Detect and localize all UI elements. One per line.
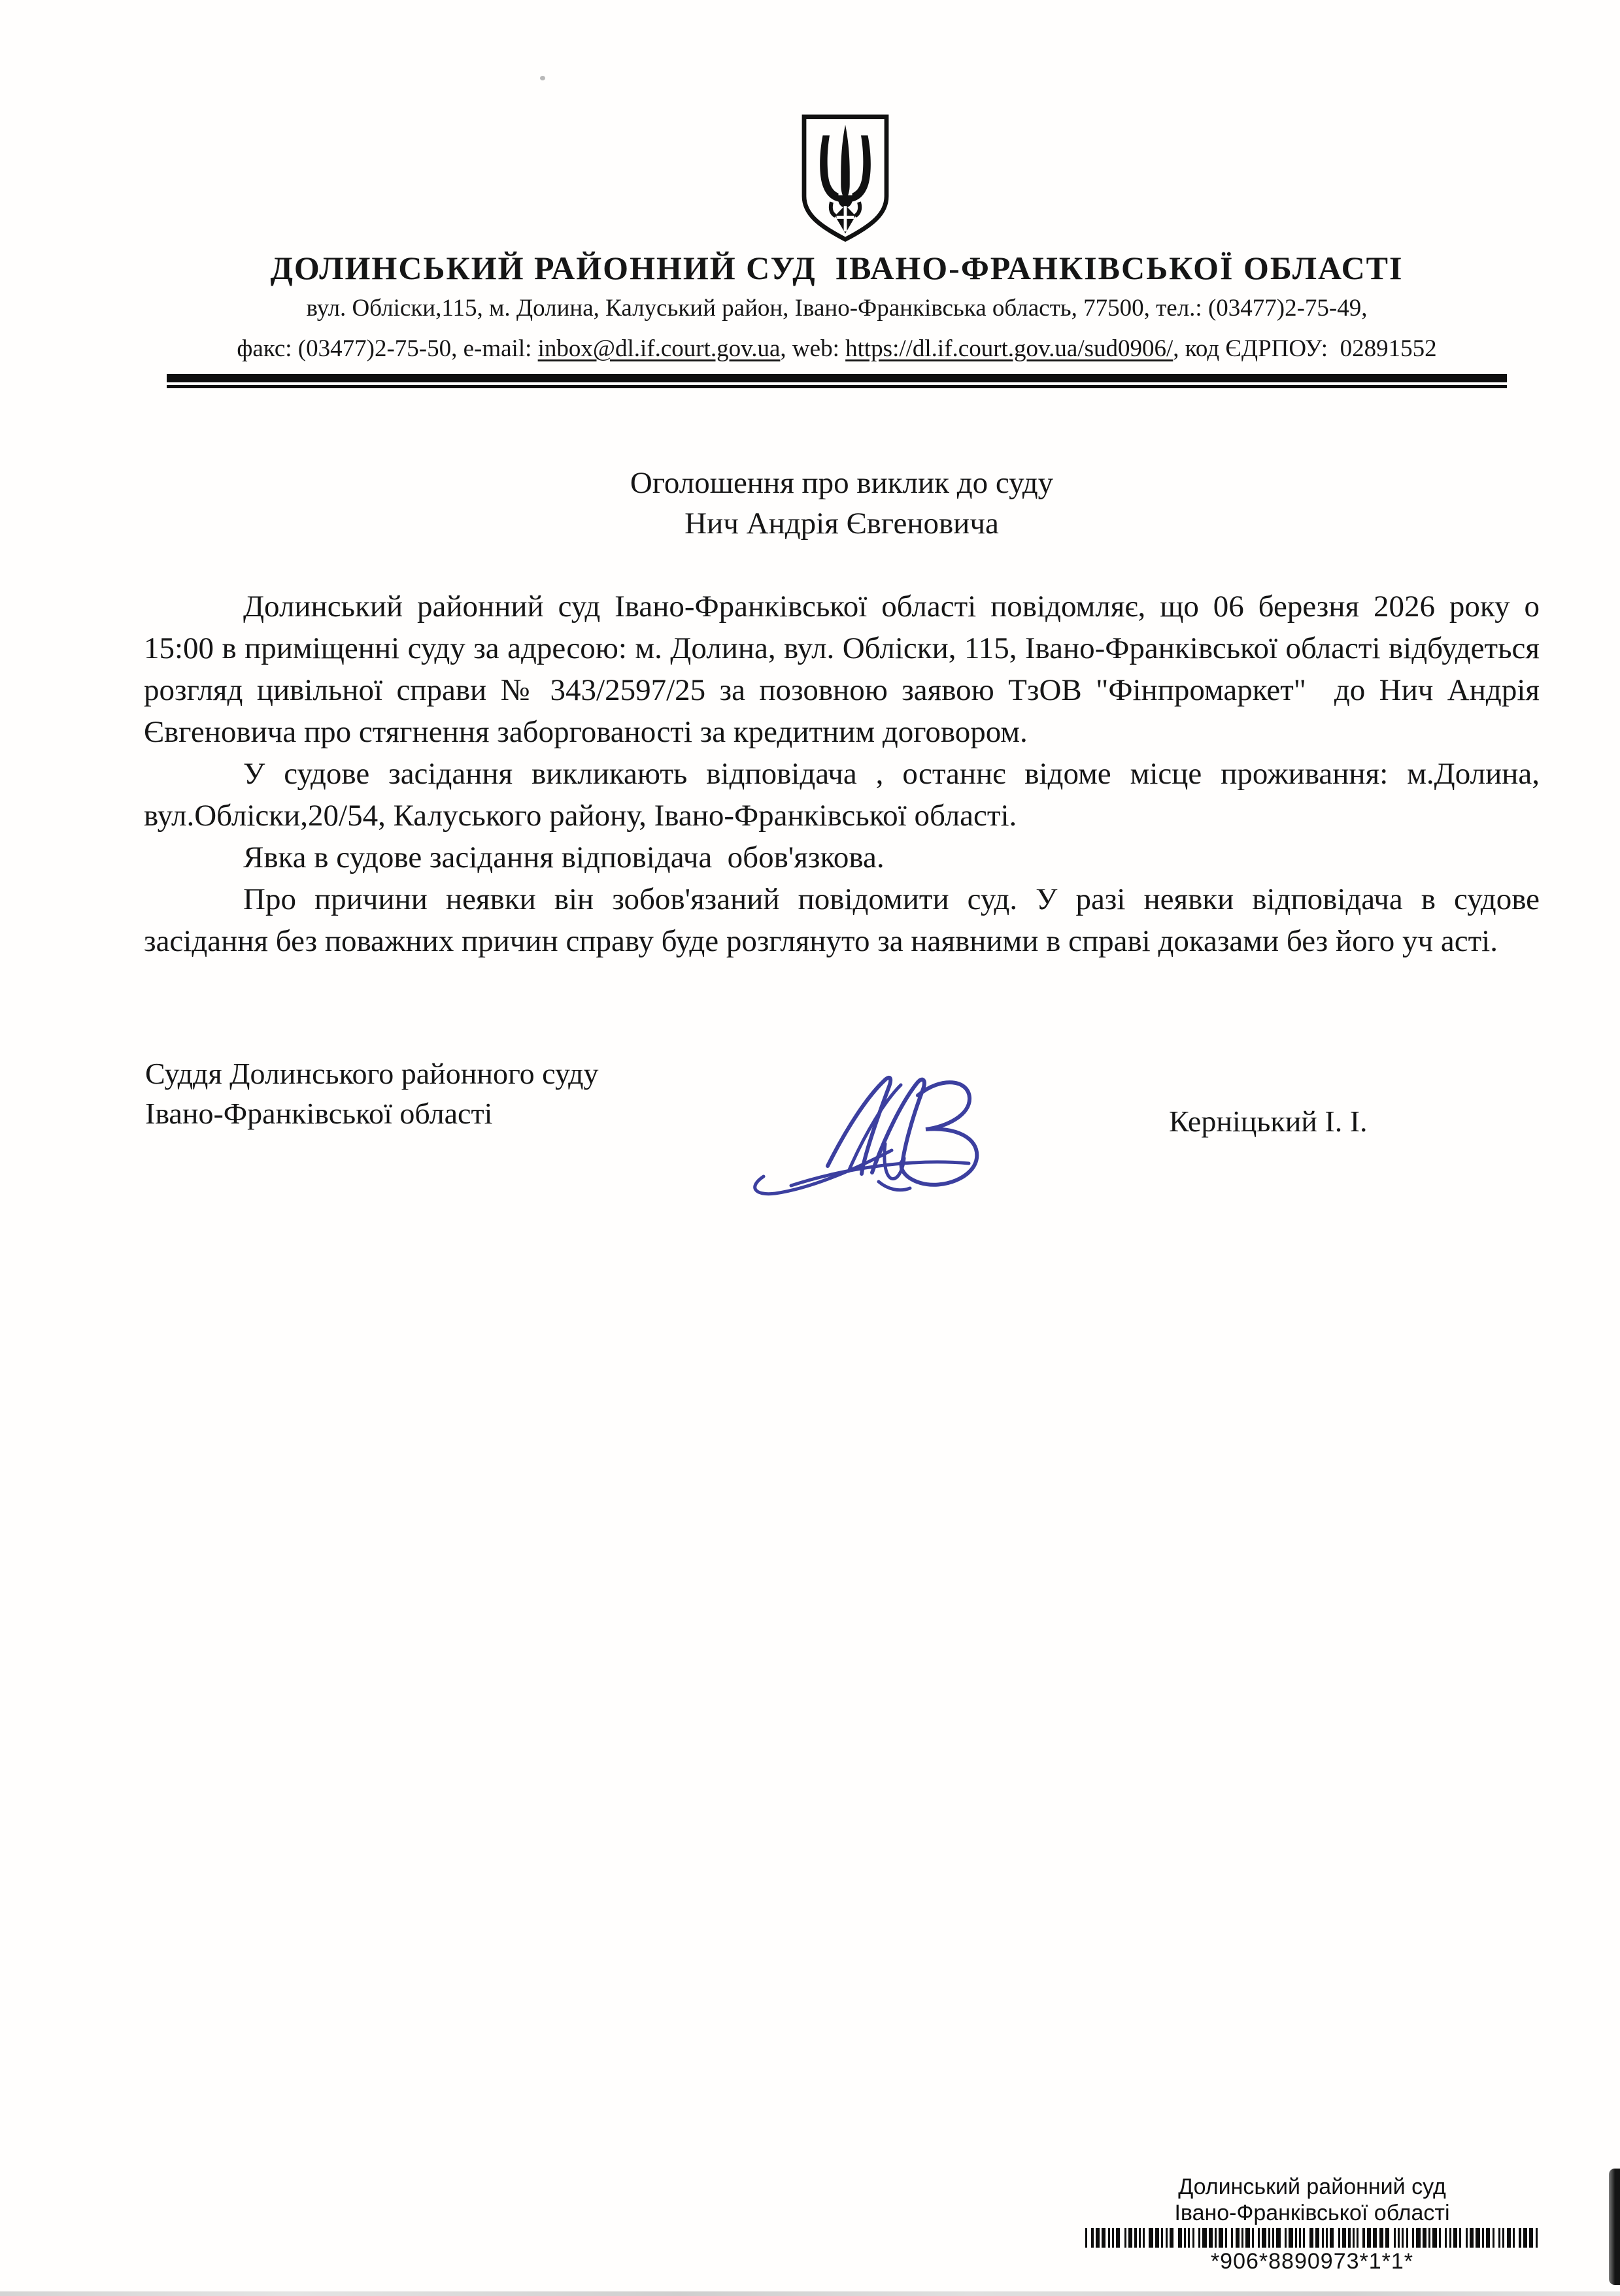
judge-title-line1: Суддя Долинського районного суду: [145, 1057, 599, 1090]
footer-court-line2: Івано-Франківської області: [1174, 2201, 1450, 2225]
body-paragraph: Долинський районний суд Івано-Франківської області повідомляє, що 06 березня 2026 року о 15:00 в приміщенні суду за адресою: м. Долина, вул. Обліски, 115, Івано-Франківської області відбудеться розгляд цивільної справи № 343/2597/25 за позовною заявою ТзОВ "Фінпромаркет" до Нич Андрія Євгеновича про стягнення заборгованості за кредитним договором.: [144, 590, 1547, 749]
court-name-heading: ДОЛИНСЬКИЙ РАЙОННИЙ СУД ІВАНО-ФРАНКІВСЬКОЇ ОБЛАСТІ: [270, 250, 1404, 286]
judge-name: Керніцький І. І.: [1169, 1105, 1368, 1138]
court-address-line: вул. Обліски,115, м. Долина, Калуський район, Івано-Франківська область, 77500, тел.: (03477)2-75-49,: [306, 295, 1368, 322]
ukraine-trident-icon: [796, 111, 894, 245]
announcement-body: [144, 586, 1547, 962]
announcement-title: [144, 463, 1540, 544]
coat-of-arms-emblem: [796, 111, 894, 245]
barcode-value: *906*8890973*1*1*: [1210, 2249, 1414, 2274]
scan-bottom-edge: [0, 2291, 1620, 2296]
body-paragraph: Явка в судове засідання відповідача обов'язкова.: [243, 840, 885, 874]
barcode: [1085, 2228, 1539, 2248]
body-paragraph: У судове засідання викликають відповідача , останнє відоме місце проживання: м.Долина, вул.Обліски,20/54, Калуського району, Івано-Франківської області.: [144, 757, 1547, 833]
contacts-prefix: факс: (03477)2-75-50, e-mail:: [237, 335, 538, 362]
judge-title-label: [145, 1054, 599, 1133]
divider-thick-bar: [167, 374, 1507, 382]
announcement-title-line2: Нич Андрія Євгеновича: [684, 507, 999, 541]
body-paragraph: Про причини неявки він зобов'язаний повідомити суд. У разі неявки відповідача в судове засідання без поважних причин справу буде розглянуто за наявними в справі доказами без його уч асті.: [144, 882, 1547, 958]
announcement-title-line1: Оголошення про виклик до суду: [630, 466, 1054, 500]
email-link[interactable]: inbox@dl.if.court.gov.ua: [537, 335, 781, 362]
footer-stamp-block: [1085, 2174, 1539, 2274]
judge-title-line2: Івано-Франківської області: [145, 1097, 493, 1130]
footer-court-line1: Долинський районний суд: [1178, 2174, 1446, 2199]
handwritten-signature: [751, 1067, 1051, 1210]
scan-edge-artifact: [1609, 2169, 1620, 2285]
contacts-mid: , web:: [780, 335, 846, 362]
scan-speck: [540, 76, 545, 80]
court-contacts-line: [167, 335, 1507, 363]
divider-thin-bar: [167, 385, 1507, 388]
header-divider: [167, 374, 1507, 388]
contacts-suffix: , код ЄДРПОУ: 02891552: [1173, 335, 1437, 362]
website-link[interactable]: https://dl.if.court.gov.ua/sud0906/: [845, 335, 1173, 362]
